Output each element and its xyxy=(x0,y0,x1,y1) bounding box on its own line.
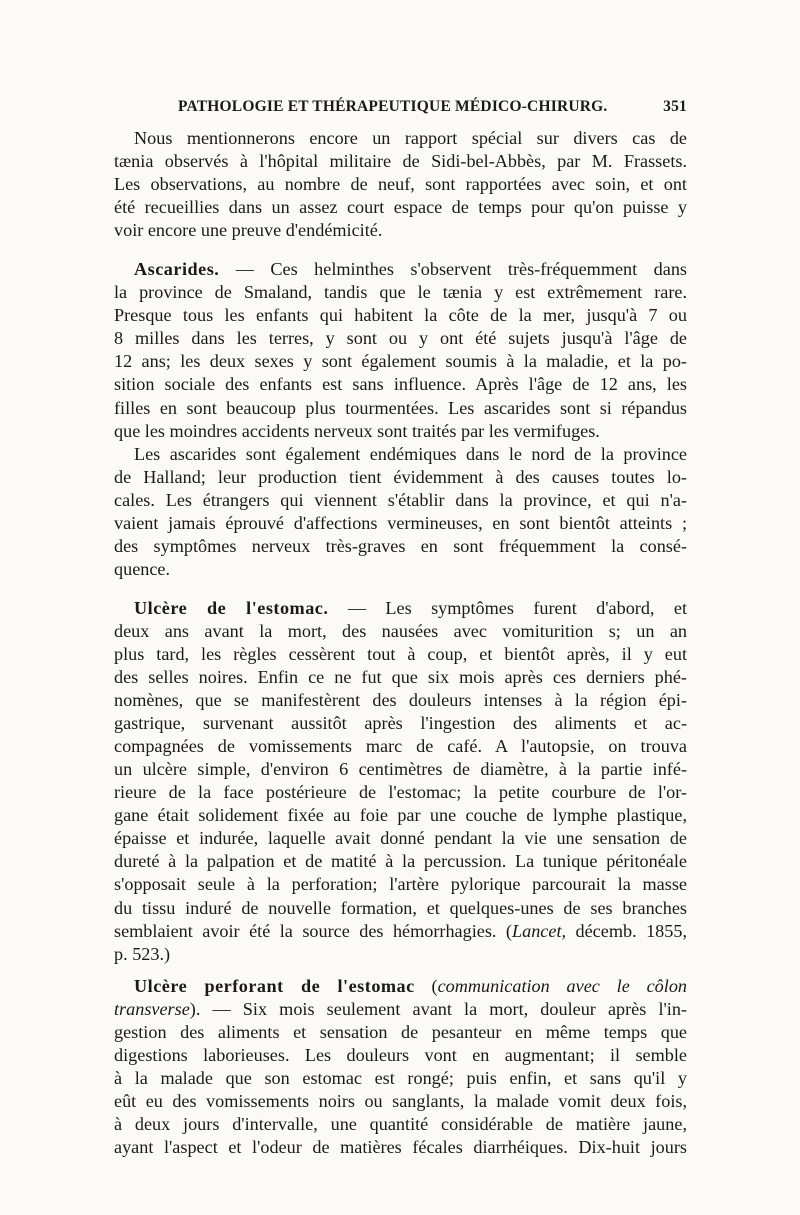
text-line: gestion des aliments et sensation de pesanteur en même temps que xyxy=(114,1021,687,1042)
text-line: été recueillies dans un assez court espace de temps pour qu'on puisse y xyxy=(114,197,687,218)
text-run: décemb. 1855, xyxy=(566,920,687,941)
text-line xyxy=(114,998,687,1021)
text-line: épaisse et indurée, laquelle avait donné pendant la vie une sensation de xyxy=(114,828,687,849)
page-body xyxy=(114,127,687,1159)
running-head xyxy=(112,98,687,128)
section-subtitle: transverse xyxy=(114,998,190,1019)
text-line: des selles noires. Enfin ce ne fut que six mois après ces derniers phé- xyxy=(114,667,687,688)
text-line: sition sociale des enfants est sans influence. Après l'âge de 12 ans, les xyxy=(114,374,687,395)
text-line: gastrique, survenant aussitôt après l'ingestion des aliments et ac- xyxy=(114,713,687,734)
section-ulcere-perforant xyxy=(114,975,687,1159)
journal-citation: Lancet, xyxy=(512,920,567,941)
text-line: Presque tous les enfants qui habitent la côte de la mer, jusqu'à 7 ou xyxy=(114,305,687,326)
text-line xyxy=(114,920,687,943)
text-line: que les moindres accidents nerveux sont traités par les vermifuges. xyxy=(114,420,600,441)
text-line: à deux jours d'intervalle, une quantité considérable de matière jaune, xyxy=(114,1113,687,1134)
text-line: Nous mentionnerons encore un rapport spécial sur divers cas de xyxy=(134,128,687,148)
text-line: eût eu des vomissements noirs ou sanglants, la malade vomit deux fois, xyxy=(114,1090,687,1111)
text-line: gane était solidement fixée au foie par une couche de lymphe plastique, xyxy=(114,805,687,826)
page-number: 351 xyxy=(663,98,687,115)
text-line: des symptômes nerveux très-graves en sont fréquemment la consé- xyxy=(114,535,687,556)
text-run: ( xyxy=(414,975,438,996)
text-run: — Ces helminthes s'observent très-fréquemment dans xyxy=(219,259,687,280)
text-line xyxy=(114,975,687,998)
section-heading-perforant: Ulcère perforant de l'estomac xyxy=(134,975,415,996)
section-ulcere-estomac xyxy=(114,597,687,966)
text-line: 12 ans; les deux sexes y sont également soumis à la maladie, et la po- xyxy=(114,351,687,372)
section-spacer xyxy=(114,966,687,975)
text-line xyxy=(114,597,687,620)
text-line: digestions laborieuses. Les douleurs vont en augmentant; il semble xyxy=(114,1044,687,1065)
text-line: compagnées de vomissements marc de café. A l'autopsie, on trouva xyxy=(114,736,687,757)
section-spacer xyxy=(114,581,687,597)
text-line: s'opposait seule à la perforation; l'artère pylorique parcourait la masse xyxy=(114,874,687,895)
text-run: semblaient avoir été la source des hémorrhagies. ( xyxy=(114,920,512,941)
paragraph-halland xyxy=(114,443,687,581)
text-line: Les ascarides sont également endémiques dans le nord de la province xyxy=(134,443,687,464)
text-line: cales. Les étrangers qui viennent s'établir dans la province, et qui n'a- xyxy=(114,489,687,510)
text-line: dureté à la palpation et de matité à la percussion. La tunique péritonéale xyxy=(114,851,687,872)
text-line: 8 milles dans les terres, y sont ou y ont été sujets jusqu'à l'âge de xyxy=(114,328,687,349)
text-line: vaient jamais éprouvé d'affections vermineuses, en sont bientôt atteints ; xyxy=(114,512,687,533)
section-spacer xyxy=(114,242,687,258)
text-line: filles en sont beaucoup plus tourmentées. Les ascarides sont si répandus xyxy=(114,397,687,418)
text-line: du tissu induré de nouvelle formation, et quelques-unes de ses branches xyxy=(114,897,687,918)
text-line: à la malade que son estomac est rongé; puis enfin, et sans qu'il y xyxy=(114,1067,687,1088)
text-line: tænia observés à l'hôpital militaire de Sidi-bel-Abbès, par M. Frassets. xyxy=(114,151,687,172)
text-line: ayant l'aspect et l'odeur de matières fécales diarrhéiques. Dix-huit jours xyxy=(114,1136,687,1157)
section-ascarides xyxy=(114,258,687,442)
text-line: un ulcère simple, d'environ 6 centimètres de diamètre, à la partie infé- xyxy=(114,759,687,780)
text-line: Les observations, au nombre de neuf, sont rapportées avec soin, et ont xyxy=(114,174,687,195)
text-line: p. 523.) xyxy=(114,943,171,964)
paragraph-taenia xyxy=(114,127,687,242)
text-line: la province de Smaland, tandis que le tænia y est extrêmement rare. xyxy=(114,282,687,303)
text-run: — Les symptômes furent d'abord, et xyxy=(328,597,687,618)
section-heading-ascarides: Ascarides. xyxy=(134,259,220,280)
text-line: deux ans avant la mort, des nausées avec vomiturition s; un an xyxy=(114,620,687,641)
text-line: voir encore une preuve d'endémicité. xyxy=(114,220,383,241)
text-line: quence. xyxy=(114,558,171,579)
text-line: plus tard, les règles cessèrent tout à coup, et bientôt après, il y eut xyxy=(114,643,687,664)
running-head-title: PATHOLOGIE ET THÉRAPEUTIQUE MÉDICO-CHIRURG. xyxy=(178,98,608,115)
text-line: de Halland; leur production tient évidemment à des causes toutes lo- xyxy=(114,466,687,487)
section-heading-ulcere: Ulcère de l'estomac. xyxy=(134,597,329,618)
text-run: ). — Six mois seulement avant la mort, douleur après l'in- xyxy=(189,998,687,1019)
text-line xyxy=(114,258,687,281)
text-line: nomènes, que se manifestèrent des douleurs intenses à la région épi- xyxy=(114,690,687,711)
section-subtitle: communication avec le côlon xyxy=(437,975,687,996)
text-line: rieure de la face postérieure de l'estomac; la petite courbure de l'or- xyxy=(114,782,687,803)
